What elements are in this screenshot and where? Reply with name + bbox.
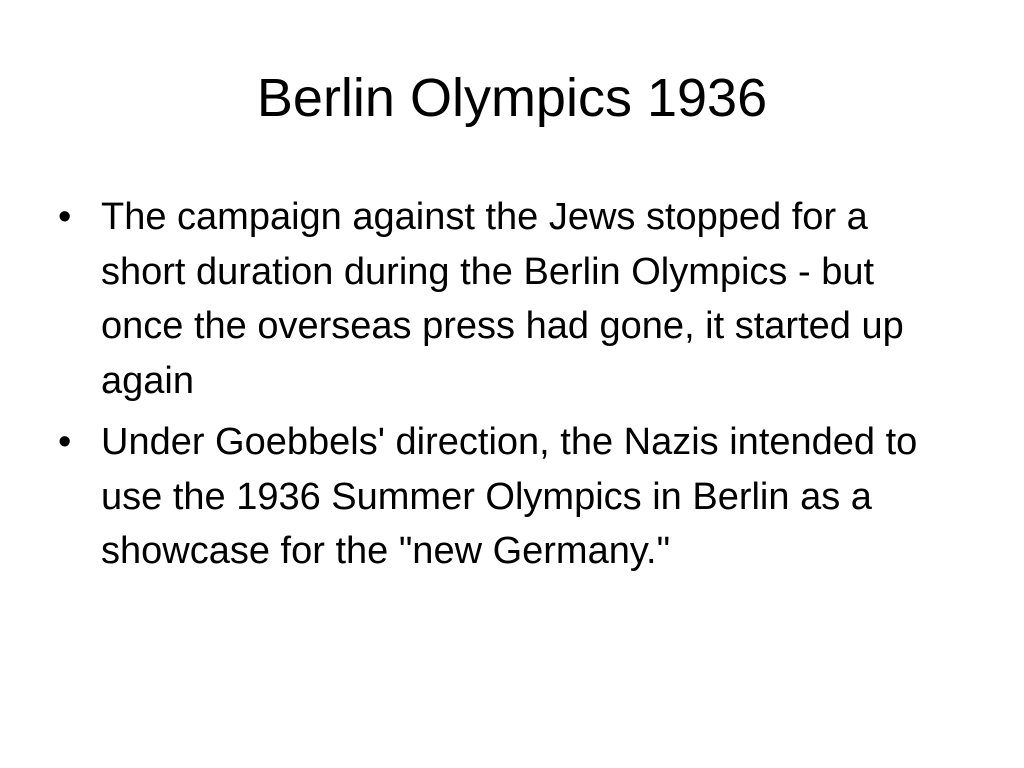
bullet-item [0, 190, 931, 408]
bullet-item [0, 415, 931, 579]
bullet-icon: • [58, 421, 72, 463]
bullet-text: The campaign against the Jews stopped for a short duration during the Berlin Olympics - but once the overseas press had gone, it started up again [101, 196, 904, 402]
bullet-list [0, 190, 1024, 586]
slide-title: Berlin Olympics 1936 [256, 68, 768, 128]
bullet-icon: • [58, 196, 72, 238]
bullet-text: Under Goebbels' direction, the Nazis intended to use the 1936 Summer Olympics in Berlin as a showcase for the "new Germany." [101, 421, 918, 572]
